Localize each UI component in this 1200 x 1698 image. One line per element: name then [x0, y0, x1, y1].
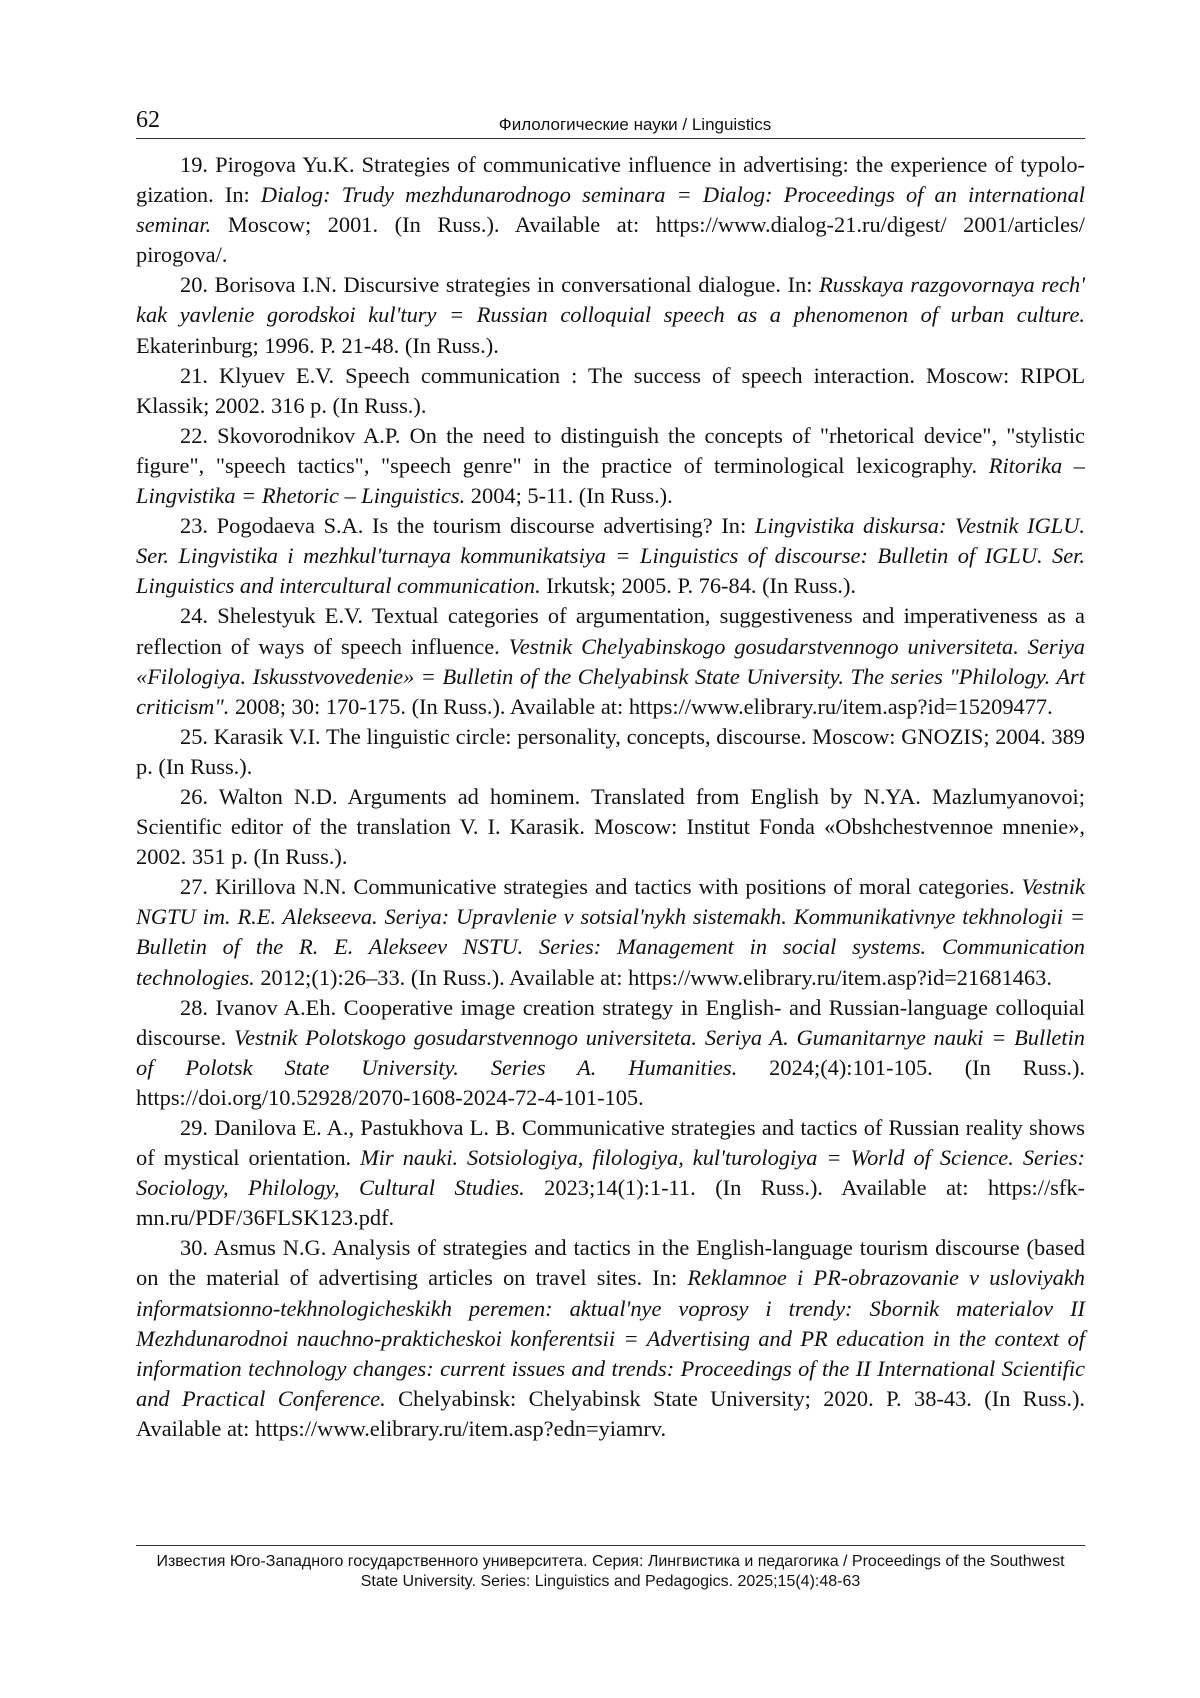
reference-item [136, 511, 1085, 601]
running-title: Филологические науки / Linguistics [498, 115, 772, 134]
reference-item [136, 722, 1085, 782]
reference-number: 21. [180, 362, 208, 388]
reference-source-title: Ritorika – Lingvistika = Rhetoric – Linguistics. [136, 452, 1085, 509]
reference-item [136, 782, 1085, 872]
reference-number: 24. [180, 603, 208, 629]
reference-number: 20. [180, 272, 208, 298]
reference-text: Skovorodnikov A.P. On the need to distinguish the concepts of "rhetorical device", "stylistic figure", "speech tactics", "speech genre" in the practice of terminological lexicography. [136, 422, 1085, 478]
reference-text: Irkutsk; 2005. P. 76-84. (In Russ.). [540, 573, 857, 599]
reference-text: Klyuev E.V. Speech communication : The success of speech interaction. Moscow: RIPOL Klassik; 2002. 316 p. (In Russ.). [136, 362, 1085, 418]
reference-item [136, 150, 1085, 270]
reference-text: 2024;(4):101-105. (In Russ.). https://doi.org/10.52928/2070-1608-2024-72-4-101-105. [136, 1054, 1085, 1110]
reference-text: Ivanov A.Eh. Cooperative image creation strategy in English- and Russian-language colloquial discourse. [136, 994, 1085, 1050]
reference-item [136, 993, 1085, 1113]
reference-source-title: Mir nauki. Sotsiologiya, filologiya, kul'turologiya = World of Science. Series: Sociology, Philology, Cultural Studies. [136, 1145, 1085, 1201]
reference-item [136, 361, 1085, 421]
reference-number: 19. [180, 152, 208, 177]
reference-source-title: Vestnik Polotskogo gosudarstvennogo universiteta. Seriya A. Gumanitarnye nauki = Bulletin of Polotsk State University. Series A. Humanities. [136, 1024, 1085, 1080]
reference-item [136, 601, 1085, 721]
reference-text: Chelyabinsk: Chelyabinsk State University; 2020. P. 38-43. (In Russ.). Available at: https://www.elibrary.ru/item.asp?edn=yiamrv. [136, 1385, 1085, 1441]
reference-text: Moscow; 2001. (In Russ.). Available at: https://www.dialog-21.ru/digest/ 2001/articles/ pirogova/. [136, 212, 1085, 268]
reference-item [136, 1113, 1085, 1233]
reference-source-title: Reklamnoe i PR-obrazovanie v usloviyakh informatsionno-tekhnologicheskikh peremen: aktual'nye voprosy i trendy: Sbornik materialov II Mezhdunarodnoi nauchno-prakticheskoi konferentsii = Advertising and PR education in the context of information technology changes: current issues and trends: Proceedings of the II International Scientific and Practical Conference. [136, 1265, 1085, 1411]
reference-text: Walton N.D. Arguments ad hominem. Translated from English by N.YA. Mazlumyanovoi; Scientific editor of the translation V. I. Karasik. Moscow: Institut Fonda «Obshchestvennoe mnenie», 2002. 351 p. (In Russ.). [136, 783, 1085, 870]
reference-text: Danilova E. A., Pastukhova L. B. Communicative strategies and tactics of Russian reality shows of mystical orientation. [136, 1115, 1085, 1171]
reference-number: 23. [180, 513, 208, 539]
reference-number: 25. [180, 723, 208, 749]
reference-text: Asmus N.G. Analysis of strategies and tactics in the English-language tourism discourse (based on the material of advertising articles on travel sites. In: [136, 1235, 1085, 1291]
reference-number: 27. [180, 874, 208, 900]
reference-text: Pirogova Yu.K. Strategies of communicative influence in advertising: the experience of typologization. In: [136, 152, 1085, 208]
reference-text: 2008; 30: 170-175. (In Russ.). Available at: https://www.elibrary.ru/item.asp?id=15209477. [229, 693, 1053, 719]
page-number: 62 [136, 107, 160, 133]
reference-text: 2012;(1):26–33. (In Russ.). Available at: https://www.elibrary.ru/item.asp?id=21681463. [254, 964, 1052, 990]
reference-source-title: Dialog: Trudy mezhdunarodnogo seminara = Dialog: Proceedings of an international seminar. [136, 182, 1085, 238]
reference-list [136, 150, 1085, 1444]
header-rule [136, 138, 1085, 139]
reference-number: 28. [180, 994, 208, 1020]
reference-source-title: Russkaya razgovornaya rech' kak yavlenie gorodskoi kul'tury = Russian colloquial speech as a phenomenon of urban culture. [136, 272, 1085, 328]
reference-number: 30. [180, 1235, 208, 1261]
reference-text: Ekaterinburg; 1996. P. 21-48. (In Russ.). [136, 332, 499, 358]
reference-number: 22. [180, 422, 208, 448]
reference-text: Shelestyuk E.V. Textual categories of argumentation, suggestiveness and imperativeness as a reflection of ways of speech influence. [136, 603, 1085, 659]
footer-rule [136, 1545, 1085, 1546]
reference-item [136, 421, 1085, 511]
reference-number: 26. [180, 783, 208, 809]
reference-text: Karasik V.I. The linguistic circle: personality, concepts, discourse. Moscow: GNOZIS; 2004. 389 p. (In Russ.). [136, 723, 1085, 779]
journal-footer: Известия Юго-Западного государственного университета. Серия: Лингвистика и педагогика / Proceedings of the Southwest State University. Series: Linguistics and Pedagogics. 2025;15(4):48-63 [156, 1553, 1065, 1590]
reference-source-title: Lingvistika diskursa: Vestnik IGLU. Ser. Lingvistika i mezhkul'turnaya kommunikatsiya = Linguistics of discourse: Bulletin of IGLU. Ser. Linguistics and intercultural communication. [136, 513, 1085, 599]
reference-text: Kirillova N.N. Communicative strategies and tactics with positions of moral categories. [208, 874, 1022, 900]
reference-text: 2004; 5-11. (In Russ.). [465, 483, 673, 509]
reference-text: Pogodaeva S.A. Is the tourism discourse advertising? In: [208, 513, 755, 539]
reference-text: 2023;14(1):1-11. (In Russ.). Available at: https://sfk-mn.ru/PDF/36FLSK123.pdf. [136, 1175, 1085, 1231]
reference-item [136, 872, 1085, 992]
reference-source-title: Vestnik Chelyabinskogo gosudarstvennogo universiteta. Seriya «Filologiya. Iskusstvovedenie» = Bulletin of the Chelyabinsk State University. The series "Philology. Art criticism". [136, 633, 1085, 719]
reference-item [136, 1233, 1085, 1444]
reference-source-title: Vestnik NGTU im. R.E. Alekseeva. Seriya: Upravlenie v sotsial'nykh sistemakh. Kommunikativnye tekhnologii = Bulletin of the R. E. Alekseev NSTU. Series: Management in social systems. Communication technologies. [136, 874, 1085, 990]
reference-number: 29. [180, 1115, 208, 1140]
reference-item [136, 270, 1085, 360]
reference-text: Borisova I.N. Discursive strategies in conversational dialogue. In: [208, 272, 820, 298]
